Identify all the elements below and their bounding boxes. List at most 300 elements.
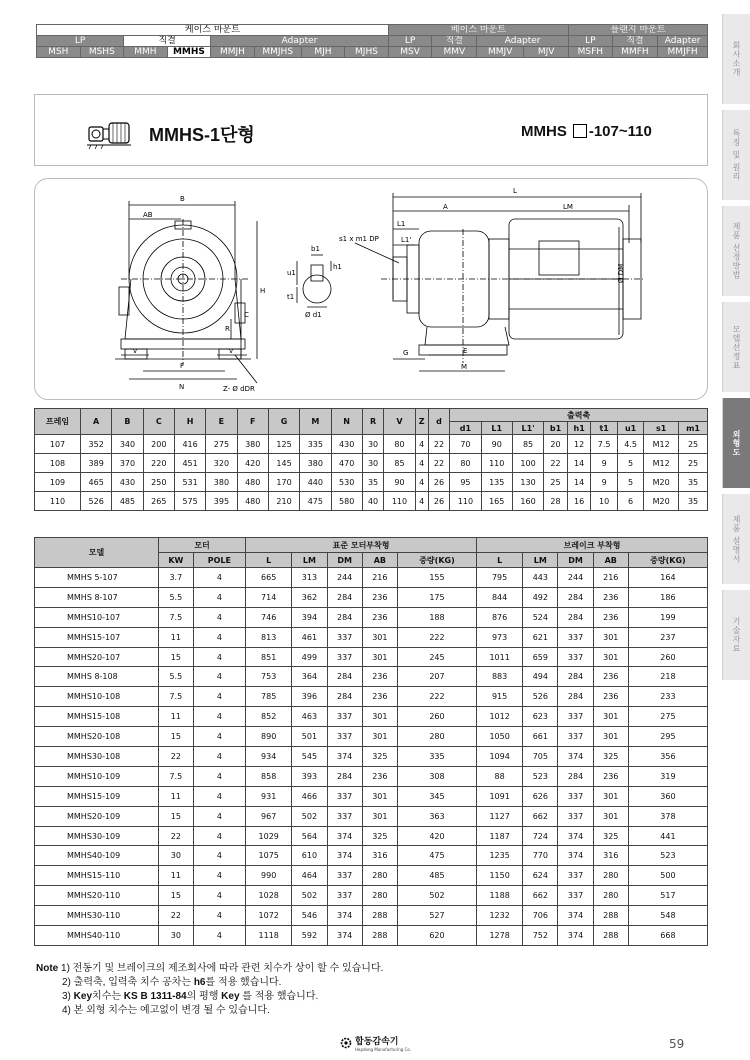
dim-header-l1-prime: L1' <box>512 422 543 435</box>
side-tab-model-table[interactable]: 모델선정표 <box>722 302 750 392</box>
side-tab-selection[interactable]: 제품 선정방법 <box>722 206 750 296</box>
dim-cell: 108 <box>35 454 81 473</box>
model-cell: 621 <box>523 627 558 647</box>
model-table-row <box>35 627 708 647</box>
brand-logo: 합동감속기 Hapdong Manufacturing Co. <box>340 1034 411 1052</box>
model-cell: 714 <box>246 587 292 607</box>
page-title: MMHS-1단형 <box>149 125 255 145</box>
dim-cell: 28 <box>544 492 568 511</box>
dim-label-v-right: v <box>229 347 234 355</box>
dim-cell: 30 <box>362 454 384 473</box>
model-cell: 4 <box>193 607 245 627</box>
dim-label-t1: t1 <box>287 293 295 301</box>
model-cell: 4 <box>193 806 245 826</box>
model-cell: 11 <box>159 627 194 647</box>
model-cell: 295 <box>628 727 707 747</box>
model-cell: 236 <box>593 766 628 786</box>
model-cell: 4 <box>193 886 245 906</box>
model-code: MMHS -107~110 <box>521 123 652 140</box>
dim-cell: 135 <box>481 473 512 492</box>
model-cell: 4 <box>193 707 245 727</box>
model-cell: 1188 <box>477 886 523 906</box>
model-cell: 858 <box>246 766 292 786</box>
dim-cell: 22 <box>544 454 568 473</box>
dim-header-h: H <box>174 409 205 435</box>
nav-msv[interactable]: MSV <box>388 47 432 58</box>
model-cell: 236 <box>362 607 397 627</box>
model-cell: 396 <box>292 687 327 707</box>
dim-header-v: V <box>384 409 415 435</box>
dim-cell: 22 <box>428 435 450 454</box>
title-box <box>34 94 708 166</box>
nav-case-direct[interactable]: 직결 <box>124 36 211 47</box>
dim-cell: 485 <box>112 492 143 511</box>
model-table-row <box>35 707 708 727</box>
nav-mmjhs[interactable]: MMJHS <box>254 47 301 58</box>
model-cell: 337 <box>327 727 362 747</box>
model-cell: 216 <box>593 568 628 588</box>
model-cell: 475 <box>397 846 476 866</box>
dim-cell: 145 <box>268 454 299 473</box>
dim-header-c: C <box>143 409 174 435</box>
dim-cell: 35 <box>679 492 708 511</box>
dim-cell: 530 <box>331 473 362 492</box>
model-cell: 236 <box>362 687 397 707</box>
model-cell: 11 <box>159 866 194 886</box>
model-cell: 502 <box>292 886 327 906</box>
dim-header-b: B <box>112 409 143 435</box>
nav-mjv[interactable]: MJV <box>524 47 569 58</box>
dim-cell: M12 <box>644 454 679 473</box>
model-name-cell: MMHS15-110 <box>35 866 159 886</box>
model-cell: 665 <box>246 568 292 588</box>
model-cell: 301 <box>362 727 397 747</box>
nav-flange-direct[interactable]: 직결 <box>612 36 658 47</box>
model-cell: 4 <box>193 906 245 926</box>
model-table-row <box>35 747 708 767</box>
model-cell: 284 <box>327 607 362 627</box>
dim-header-g: G <box>268 409 299 435</box>
model-cell: 1127 <box>477 806 523 826</box>
dim-cell: 80 <box>384 435 415 454</box>
model-cell: 485 <box>397 866 476 886</box>
dim-cell: 580 <box>331 492 362 511</box>
model-cell: 313 <box>292 568 327 588</box>
model-name-cell: MMHS40-110 <box>35 926 159 946</box>
model-cell: 301 <box>362 647 397 667</box>
model-cell: 325 <box>362 747 397 767</box>
note-2: 2) 출력축, 입력축 치수 공차는 h6를 적용 했습니다. <box>62 977 282 988</box>
model-table-row <box>35 826 708 846</box>
model-cell: 30 <box>159 846 194 866</box>
model-cell: 284 <box>558 766 593 786</box>
model-cell: 1075 <box>246 846 292 866</box>
dim-cell: 451 <box>174 454 205 473</box>
model-cell: 7.5 <box>159 687 194 707</box>
dim-cell: 380 <box>237 435 268 454</box>
model-cell: 1072 <box>246 906 292 926</box>
model-cell: 4 <box>193 627 245 647</box>
model-cell: 15 <box>159 727 194 747</box>
model-cell: 852 <box>246 707 292 727</box>
dim-header-z: Z <box>415 409 428 435</box>
model-name-cell: MMHS10-108 <box>35 687 159 707</box>
dim-cell: 12 <box>567 435 591 454</box>
model-cell: 301 <box>362 806 397 826</box>
model-cell: 661 <box>523 727 558 747</box>
model-cell: 164 <box>628 568 707 588</box>
model-header-std-dm: DM <box>327 553 362 568</box>
model-header-std-ab: AB <box>362 553 397 568</box>
dim-label-f: F <box>180 362 185 370</box>
model-cell: 325 <box>362 826 397 846</box>
model-cell: 337 <box>327 647 362 667</box>
model-cell: 770 <box>523 846 558 866</box>
model-cell: 280 <box>362 866 397 886</box>
model-table-row <box>35 568 708 588</box>
model-cell: 284 <box>558 667 593 687</box>
model-table-row <box>35 587 708 607</box>
model-cell: 1094 <box>477 747 523 767</box>
model-cell: 335 <box>397 747 476 767</box>
model-table-row <box>35 926 708 946</box>
outline-drawing-svg <box>35 179 709 401</box>
model-cell: 546 <box>292 906 327 926</box>
model-cell: 356 <box>628 747 707 767</box>
dim-cell: 110 <box>481 454 512 473</box>
model-cell: 1050 <box>477 727 523 747</box>
model-cell: 1028 <box>246 886 292 906</box>
model-cell: 316 <box>362 846 397 866</box>
model-table-row <box>35 727 708 747</box>
dim-label-e: E <box>463 347 468 355</box>
dim-header-h1: h1 <box>567 422 591 435</box>
dim-cell: 420 <box>237 454 268 473</box>
model-cell: 501 <box>292 727 327 747</box>
dim-header-t1: t1 <box>591 422 617 435</box>
dim-cell: 370 <box>112 454 143 473</box>
dim-cell: 5 <box>617 473 643 492</box>
model-cell: 1091 <box>477 786 523 806</box>
model-cell: 188 <box>397 607 476 627</box>
dim-cell: 80 <box>450 454 481 473</box>
model-cell: 517 <box>628 886 707 906</box>
dim-cell: 26 <box>428 473 450 492</box>
model-cell: 22 <box>159 826 194 846</box>
dim-cell: 575 <box>174 492 205 511</box>
model-cell: 15 <box>159 806 194 826</box>
model-cell: 301 <box>593 647 628 667</box>
model-cell: 443 <box>523 568 558 588</box>
model-cell: 523 <box>628 846 707 866</box>
dim-header-l1: L1 <box>481 422 512 435</box>
model-cell: 813 <box>246 627 292 647</box>
nav-mmfh[interactable]: MMFH <box>612 47 658 58</box>
nav-mmjv[interactable]: MMJV <box>477 47 524 58</box>
model-cell: 275 <box>628 707 707 727</box>
model-cell: 22 <box>159 906 194 926</box>
note-4: 4) 본 외형 치수는 예고없이 변경 될 수 있습니다. <box>62 1005 270 1016</box>
side-tab-manual[interactable]: 제품 설명서 <box>722 494 750 584</box>
model-cell: 337 <box>558 806 593 826</box>
dim-cell: 6 <box>617 492 643 511</box>
model-header-model: 모델 <box>35 538 159 568</box>
dim-cell: 9 <box>591 473 617 492</box>
model-cell: 316 <box>593 846 628 866</box>
side-tab-technical[interactable]: 기술자료 <box>722 590 750 680</box>
nav-msfh[interactable]: MSFH <box>569 47 613 58</box>
model-cell: 564 <box>292 826 327 846</box>
model-cell: 876 <box>477 607 523 627</box>
model-cell: 236 <box>593 587 628 607</box>
model-cell: 785 <box>246 687 292 707</box>
model-cell: 4 <box>193 747 245 767</box>
model-cell: 236 <box>593 607 628 627</box>
dim-label-b: B <box>180 195 185 203</box>
model-cell: 420 <box>397 826 476 846</box>
model-cell: 523 <box>523 766 558 786</box>
dim-label-zdr: Z- Ø dDR <box>223 385 255 393</box>
model-cell: 626 <box>523 786 558 806</box>
model-cell: 1011 <box>477 647 523 667</box>
model-cell: 374 <box>558 747 593 767</box>
dim-cell: 340 <box>112 435 143 454</box>
model-cell: 494 <box>523 667 558 687</box>
dim-cell: 130 <box>512 473 543 492</box>
nav-mmjh[interactable]: MMJH <box>211 47 255 58</box>
nav-base-lp[interactable]: LP <box>388 36 432 47</box>
side-tab-features[interactable]: 특징 및 원리 <box>722 110 750 200</box>
model-cell: 337 <box>327 627 362 647</box>
dim-header-d1: d1 <box>450 422 481 435</box>
model-cell: 284 <box>327 687 362 707</box>
model-cell: 527 <box>397 906 476 926</box>
model-cell: 199 <box>628 607 707 627</box>
model-table-row <box>35 766 708 786</box>
model-cell: 662 <box>523 886 558 906</box>
dim-label-l1: L1 <box>397 220 406 228</box>
nav-mshs[interactable]: MSHS <box>80 47 124 58</box>
dim-cell: 4 <box>415 435 428 454</box>
nav-base-adapter[interactable]: Adapter <box>477 36 569 47</box>
dim-cell: 320 <box>206 454 237 473</box>
model-cell: 374 <box>327 826 362 846</box>
model-cell: 705 <box>523 747 558 767</box>
model-cell: 260 <box>397 707 476 727</box>
model-table-body <box>35 568 708 946</box>
model-cell: 288 <box>593 926 628 946</box>
model-cell: 851 <box>246 647 292 667</box>
dim-cell: 389 <box>81 454 112 473</box>
side-tab-company[interactable]: 회사소개 <box>722 14 750 104</box>
model-cell: 4 <box>193 866 245 886</box>
model-cell: 364 <box>292 667 327 687</box>
dim-cell: 85 <box>384 454 415 473</box>
dim-cell: 4.5 <box>617 435 643 454</box>
model-cell: 1235 <box>477 846 523 866</box>
model-cell: 4 <box>193 926 245 946</box>
dim-cell: 380 <box>206 473 237 492</box>
model-cell: 301 <box>362 627 397 647</box>
model-cell: 280 <box>362 886 397 906</box>
dim-label-a: A <box>443 203 448 211</box>
model-cell: 890 <box>246 727 292 747</box>
model-cell: 1150 <box>477 866 523 886</box>
dimension-table-body <box>35 435 708 511</box>
model-cell: 11 <box>159 786 194 806</box>
nav-flange-adapter[interactable]: Adapter <box>658 36 708 47</box>
model-header-brake-l: L <box>477 553 523 568</box>
model-cell: 337 <box>558 866 593 886</box>
nav-case-lp[interactable]: LP <box>37 36 124 47</box>
dim-cell: 109 <box>35 473 81 492</box>
nav-mmhs[interactable]: MMHS <box>167 47 211 58</box>
model-name-cell: MMHS10-109 <box>35 766 159 786</box>
dim-cell: 475 <box>300 492 331 511</box>
model-cell: 288 <box>593 906 628 926</box>
model-cell: 244 <box>558 568 593 588</box>
nav-mmjfh[interactable]: MMJFH <box>658 47 708 58</box>
dim-cell: 4 <box>415 473 428 492</box>
model-name-cell: MMHS20-107 <box>35 647 159 667</box>
side-tab-outline[interactable]: 외형도 <box>722 398 750 488</box>
model-cell: 500 <box>628 866 707 886</box>
model-cell: 337 <box>558 627 593 647</box>
model-header-brake-lm: LM <box>523 553 558 568</box>
model-cell: 724 <box>523 826 558 846</box>
nav-base-direct[interactable]: 직결 <box>432 36 477 47</box>
model-cell: 362 <box>292 587 327 607</box>
nav-flange-lp[interactable]: LP <box>569 36 613 47</box>
model-cell: 7.5 <box>159 607 194 627</box>
model-name-cell: MMHS30-108 <box>35 747 159 767</box>
dim-cell: 100 <box>512 454 543 473</box>
dim-label-key: s1 x m1 DP <box>339 235 379 243</box>
model-cell: 363 <box>397 806 476 826</box>
model-name-cell: MMHS10-107 <box>35 607 159 627</box>
model-name-cell: MMHS15-108 <box>35 707 159 727</box>
model-cell: 236 <box>362 766 397 786</box>
model-table-row <box>35 806 708 826</box>
model-cell: 883 <box>477 667 523 687</box>
dim-cell: 107 <box>35 435 81 454</box>
model-cell: 4 <box>193 786 245 806</box>
nav-case-mount[interactable]: 케이스 마운트 <box>37 25 389 36</box>
nav-mjhs[interactable]: MJHS <box>345 47 389 58</box>
model-cell: 301 <box>593 786 628 806</box>
dim-cell: 125 <box>268 435 299 454</box>
model-cell: 233 <box>628 687 707 707</box>
nav-base-mount[interactable]: 베이스 마운트 <box>388 25 568 36</box>
model-cell: 245 <box>397 647 476 667</box>
model-header-pole: POLE <box>193 553 245 568</box>
model-cell: 222 <box>397 687 476 707</box>
dim-label-u1: u1 <box>287 269 296 277</box>
dim-cell: 95 <box>450 473 481 492</box>
model-cell: 260 <box>628 647 707 667</box>
model-name-cell: MMHS30-109 <box>35 826 159 846</box>
model-cell: 88 <box>477 766 523 786</box>
dim-label-r: R <box>225 325 230 333</box>
model-cell: 4 <box>193 667 245 687</box>
dim-cell: 200 <box>143 435 174 454</box>
dim-cell: 110 <box>35 492 81 511</box>
dim-header-e: E <box>206 409 237 435</box>
dim-cell: 531 <box>174 473 205 492</box>
dim-table-row <box>35 473 708 492</box>
gear-logo-icon <box>340 1037 352 1049</box>
note-1: Note 1) 전동기 및 브레이크의 제조회사에 따라 관련 치수가 상이 할 수 있습니다. <box>36 963 384 974</box>
model-cell: 22 <box>159 747 194 767</box>
dim-table-row <box>35 435 708 454</box>
model-cell: 5.5 <box>159 587 194 607</box>
nav-mmh[interactable]: MMH <box>124 47 168 58</box>
nav-flange-mount[interactable]: 플랜지 마운트 <box>569 25 708 36</box>
dim-cell: 380 <box>300 454 331 473</box>
dim-cell: 70 <box>450 435 481 454</box>
dim-label-h: H <box>260 287 266 295</box>
model-header-brake-weight: 중량(KG) <box>628 553 707 568</box>
model-cell: 216 <box>362 568 397 588</box>
model-cell: 337 <box>558 727 593 747</box>
model-cell: 301 <box>593 707 628 727</box>
dim-cell: 480 <box>237 473 268 492</box>
model-cell: 1118 <box>246 926 292 946</box>
nav-msh[interactable]: MSH <box>37 47 81 58</box>
dim-cell: M20 <box>644 473 679 492</box>
dim-header-f: F <box>237 409 268 435</box>
model-cell: 753 <box>246 667 292 687</box>
model-cell: 4 <box>193 568 245 588</box>
model-cell: 844 <box>477 587 523 607</box>
dim-label-dm: Ø DM <box>617 263 625 283</box>
model-cell: 11 <box>159 707 194 727</box>
model-header-std-l: L <box>246 553 292 568</box>
dim-cell: 14 <box>567 473 591 492</box>
model-name-cell: MMHS20-110 <box>35 886 159 906</box>
model-cell: 337 <box>327 866 362 886</box>
model-cell: 244 <box>327 568 362 588</box>
dim-cell: 35 <box>679 473 708 492</box>
dim-label-l1-prime: L1' <box>401 236 412 244</box>
model-cell: 967 <box>246 806 292 826</box>
model-table-row <box>35 886 708 906</box>
model-cell: 374 <box>558 826 593 846</box>
nav-mmv[interactable]: MMV <box>432 47 477 58</box>
nav-mjh[interactable]: MJH <box>301 47 345 58</box>
dim-cell: 526 <box>81 492 112 511</box>
dim-cell: 265 <box>143 492 174 511</box>
gear-reducer-icon <box>87 115 133 151</box>
model-cell: 1232 <box>477 906 523 926</box>
model-cell: 548 <box>628 906 707 926</box>
model-table-row <box>35 687 708 707</box>
model-name-cell: MMHS15-109 <box>35 786 159 806</box>
dim-cell: 250 <box>143 473 174 492</box>
model-cell: 15 <box>159 886 194 906</box>
side-tabs <box>722 14 750 686</box>
dim-cell: 16 <box>567 492 591 511</box>
model-cell: 236 <box>593 687 628 707</box>
model-cell: 337 <box>558 786 593 806</box>
model-cell: 325 <box>593 826 628 846</box>
dim-cell: 470 <box>331 454 362 473</box>
model-cell: 394 <box>292 607 327 627</box>
model-cell: 464 <box>292 866 327 886</box>
mount-navigation <box>36 24 708 58</box>
model-cell: 374 <box>327 906 362 926</box>
nav-case-adapter[interactable]: Adapter <box>211 36 389 47</box>
